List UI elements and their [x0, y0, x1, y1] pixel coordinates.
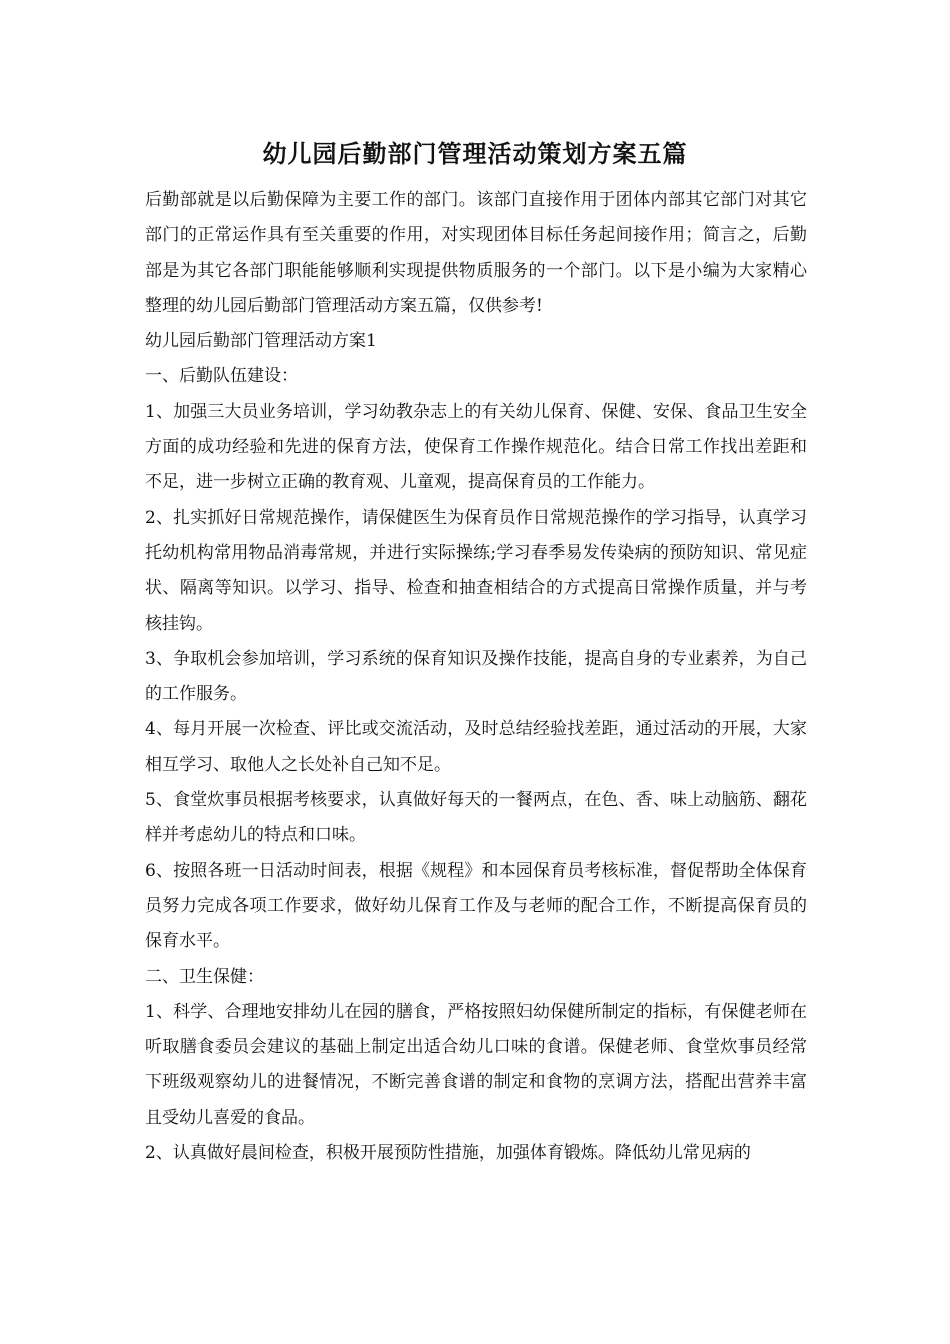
paragraph-item: 6、按照各班一日活动时间表，根据《规程》和本园保育员考核标准，督促帮助全体保育员努力完成各项工作要求，做好幼儿保育工作及与老师的配合工作，不断提高保育员的保育水平。 — [145, 860, 807, 952]
paragraph-item: 4、每月开展一次检查、评比或交流活动，及时总结经验找差距，通过活动的开展，大家相互学习、取他人之长处补自己知不足。 — [145, 719, 807, 775]
section-heading-team-building: 一、后勤队伍建设： — [145, 366, 298, 387]
paragraph-item: 3、争取机会参加培训，学习系统的保育知识及操作技能，提高自身的专业素养，为自己的工作服务。 — [145, 648, 807, 705]
paragraph-item: 1、科学、合理地安排幼儿在园的膳食，严格按照妇幼保健所制定的指标，有保健老师在听取膳食委员会建议的基础上制定出适合幼儿口味的食谱。保健老师、食堂炊事员经常下班级观察幼儿的进餐情况，不断完善食谱的制定和食物的烹调方法，搭配出营养丰富且受幼儿喜爱的食品。 — [145, 1001, 807, 1128]
document-title: 幼儿园后勤部门管理活动策划方案五篇 — [262, 139, 688, 168]
paragraph-item: 5、食堂炊事员根据考核要求，认真做好每天的一餐两点，在色、香、味上动脑筋、翻花样并考虑幼儿的特点和口味。 — [145, 790, 807, 846]
document-body — [145, 183, 807, 1171]
paragraph-item: 1、加强三大员业务培训，学习幼教杂志上的有关幼儿保育、保健、安保、食品卫生安全方面的成功经验和先进的保育方法，使保育工作操作规范化。结合日常工作找出差距和不足，进一步树立正确的教育观、儿童观，提高保育员的工作能力。 — [145, 401, 807, 493]
section-heading-health-care: 二、卫生保健： — [145, 966, 264, 987]
paragraph-item: 2、认真做好晨间检查，积极开展预防性措施，加强体育锻炼。降低幼儿常见病的 — [145, 1143, 751, 1164]
paragraph-item: 2、扎实抓好日常规范操作，请保健医生为保育员作日常规范操作的学习指导，认真学习托幼机构常用物品消毒常规，并进行实际操练;学习春季易发传染病的预防知识、常见症状、隔离等知识。以学习、指导、检查和抽查相结合的方式提高日常操作质量，并与考核挂钩。 — [145, 507, 807, 634]
section-heading-plan-1: 幼儿园后勤部门管理活动方案1 — [145, 331, 377, 352]
intro-paragraph: 后勤部就是以后勤保障为主要工作的部门。该部门直接作用于团体内部其它部门对其它部门的正常运作具有至关重要的作用，对实现团体目标任务起间接作用；简言之，后勤部是为其它各部门职能能够顺利实现提供物质服务的一个部门。以下是小编为大家精心整理的幼儿园后勤部门管理活动方案五篇，仅供参考! — [145, 190, 807, 316]
